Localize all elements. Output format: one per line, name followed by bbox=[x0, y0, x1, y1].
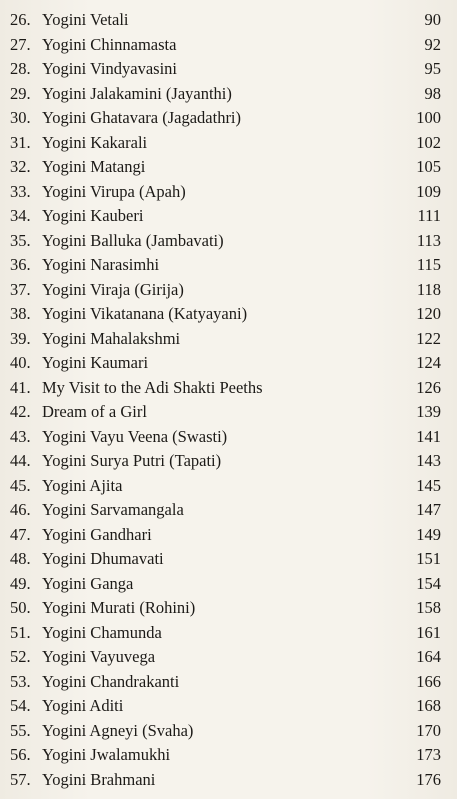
toc-entry bbox=[0, 766, 457, 792]
toc-entry-number: 50. bbox=[10, 598, 31, 617]
toc-entry-page: 126 bbox=[416, 378, 441, 397]
toc-entry-title: Yogini Matangi bbox=[42, 157, 146, 176]
toc-entry-number: 27. bbox=[10, 35, 31, 54]
toc-entry-number: 56. bbox=[10, 745, 31, 764]
toc-entry-number: 36. bbox=[10, 255, 31, 274]
toc-entry-page: 111 bbox=[417, 206, 441, 225]
toc-entry-number: 33. bbox=[10, 182, 31, 201]
toc-entry-number: 40. bbox=[10, 353, 31, 372]
toc-entry bbox=[0, 398, 457, 424]
toc-entry-number: 43. bbox=[10, 427, 31, 446]
toc-entry-title: Yogini Sarvamangala bbox=[42, 500, 184, 519]
toc-entry-title: Yogini Chinnamasta bbox=[42, 35, 177, 54]
toc-entry-title: Yogini Ghatavara (Jagadathri) bbox=[42, 108, 242, 127]
toc-entry-number: 45. bbox=[10, 476, 31, 495]
toc-entry-number: 30. bbox=[10, 108, 31, 127]
toc-entry-page: 90 bbox=[424, 10, 441, 29]
toc-entry bbox=[0, 325, 457, 351]
toc-entry-number: 51. bbox=[10, 623, 31, 642]
toc-entry-page: 176 bbox=[416, 770, 441, 789]
toc-entry-title: Yogini Chandrakanti bbox=[42, 672, 180, 691]
toc-entry bbox=[0, 178, 457, 204]
toc-entry-page: 166 bbox=[416, 672, 441, 691]
toc-entry bbox=[0, 521, 457, 547]
toc-entry bbox=[0, 496, 457, 522]
toc-entry-number: 57. bbox=[10, 770, 31, 789]
toc-entry bbox=[0, 6, 457, 32]
toc-entry-number: 37. bbox=[10, 280, 31, 299]
toc-entry-page: 100 bbox=[416, 108, 441, 127]
toc-entry-title: Yogini Vetali bbox=[42, 10, 129, 29]
toc-entry-page: 158 bbox=[416, 598, 441, 617]
toc-entry-number: 53. bbox=[10, 672, 31, 691]
toc-entry-page: 105 bbox=[416, 157, 441, 176]
toc-entry-number: 41. bbox=[10, 378, 31, 397]
toc-entry-page: 139 bbox=[416, 402, 441, 421]
toc-entry bbox=[0, 374, 457, 400]
toc-entry-title: Yogini Brahmani bbox=[42, 770, 156, 789]
toc-entry-page: 147 bbox=[416, 500, 441, 519]
toc-entry-page: 161 bbox=[416, 623, 441, 642]
toc-entry-page: 151 bbox=[416, 549, 441, 568]
toc-entry-title: Yogini Kauberi bbox=[42, 206, 144, 225]
toc-entry-title: Yogini Gandhari bbox=[42, 525, 152, 544]
toc-entry bbox=[0, 545, 457, 571]
toc-entry-title: Yogini Vikatanana (Katyayani) bbox=[42, 304, 248, 323]
toc-entry bbox=[0, 692, 457, 718]
toc-entry-number: 31. bbox=[10, 133, 31, 152]
toc-entry bbox=[0, 129, 457, 155]
toc-entry-number: 39. bbox=[10, 329, 31, 348]
toc-entry-title: Yogini Dhumavati bbox=[42, 549, 164, 568]
toc-entry-number: 32. bbox=[10, 157, 31, 176]
toc-entry-title: Yogini Chamunda bbox=[42, 623, 162, 642]
toc-entry bbox=[0, 300, 457, 326]
toc-entry bbox=[0, 741, 457, 767]
toc-entry-title: Yogini Balluka (Jambavati) bbox=[42, 231, 224, 250]
toc-entry-title: Yogini Virupa (Apah) bbox=[42, 182, 186, 201]
toc-entry-number: 52. bbox=[10, 647, 31, 666]
toc-entry-page: 173 bbox=[416, 745, 441, 764]
toc-entry-page: 168 bbox=[416, 696, 441, 715]
toc-entry bbox=[0, 153, 457, 179]
toc-entry bbox=[0, 643, 457, 669]
toc-entry-page: 118 bbox=[416, 280, 441, 299]
toc-entry-title: Yogini Ajita bbox=[42, 476, 123, 495]
toc-entry bbox=[0, 447, 457, 473]
toc-entry-page: 102 bbox=[416, 133, 441, 152]
toc-entry-page: 115 bbox=[416, 255, 441, 274]
toc-entry-number: 48. bbox=[10, 549, 31, 568]
toc-entry-number: 46. bbox=[10, 500, 31, 519]
toc-entry-title: Yogini Ganga bbox=[42, 574, 134, 593]
toc-entry bbox=[0, 717, 457, 743]
toc-entry-number: 42. bbox=[10, 402, 31, 421]
toc-entry bbox=[0, 227, 457, 253]
toc-entry-page: 170 bbox=[416, 721, 441, 740]
toc-entry-number: 35. bbox=[10, 231, 31, 250]
toc-entry-page: 120 bbox=[416, 304, 441, 323]
toc-entry bbox=[0, 619, 457, 645]
toc-entry-title: Yogini Jwalamukhi bbox=[42, 745, 171, 764]
toc-entry bbox=[0, 349, 457, 375]
toc-entry bbox=[0, 594, 457, 620]
toc-entry-title: Yogini Agneyi (Svaha) bbox=[42, 721, 194, 740]
toc-entry bbox=[0, 55, 457, 81]
toc-entry-title: Dream of a Girl bbox=[42, 402, 147, 421]
toc-entry-number: 26. bbox=[10, 10, 31, 29]
toc-entry bbox=[0, 251, 457, 277]
toc-entry-number: 29. bbox=[10, 84, 31, 103]
toc-entry-page: 154 bbox=[416, 574, 441, 593]
toc-entry-page: 92 bbox=[424, 35, 441, 54]
toc-entry-page: 149 bbox=[416, 525, 441, 544]
toc-entry bbox=[0, 570, 457, 596]
toc-entry-title: Yogini Kaumari bbox=[42, 353, 149, 372]
toc-entry-page: 143 bbox=[416, 451, 441, 470]
toc-entry-title: Yogini Narasimhi bbox=[42, 255, 160, 274]
toc-entry bbox=[0, 80, 457, 106]
toc-entry bbox=[0, 104, 457, 130]
toc-entry bbox=[0, 423, 457, 449]
toc-entry-title: Yogini Kakarali bbox=[42, 133, 148, 152]
toc-entry-title: Yogini Surya Putri (Tapati) bbox=[42, 451, 222, 470]
toc-entry-number: 49. bbox=[10, 574, 31, 593]
toc-entry-page: 124 bbox=[416, 353, 441, 372]
toc-entry-title: My Visit to the Adi Shakti Peeths bbox=[42, 378, 263, 397]
toc-entry-number: 54. bbox=[10, 696, 31, 715]
toc-entry-number: 44. bbox=[10, 451, 31, 470]
toc-entry-number: 34. bbox=[10, 206, 31, 225]
toc-entry bbox=[0, 472, 457, 498]
toc-entry-page: 122 bbox=[416, 329, 441, 348]
toc-entry-page: 95 bbox=[424, 59, 441, 78]
toc-entry-title: Yogini Mahalakshmi bbox=[42, 329, 181, 348]
toc-entry-title: Yogini Vayuvega bbox=[42, 647, 156, 666]
toc-entry-title: Yogini Jalakamini (Jayanthi) bbox=[42, 84, 232, 103]
toc-entry-title: Yogini Vindyavasini bbox=[42, 59, 178, 78]
toc-entry bbox=[0, 31, 457, 57]
toc-entry-page: 109 bbox=[416, 182, 441, 201]
toc-entry-number: 47. bbox=[10, 525, 31, 544]
toc-entry bbox=[0, 276, 457, 302]
toc-entry-title: Yogini Murati (Rohini) bbox=[42, 598, 196, 617]
toc-entry-page: 98 bbox=[424, 84, 441, 103]
toc-entry-number: 38. bbox=[10, 304, 31, 323]
toc-entry-title: Yogini Aditi bbox=[42, 696, 124, 715]
toc-entry-number: 28. bbox=[10, 59, 31, 78]
toc-entry-number: 55. bbox=[10, 721, 31, 740]
toc-entry-page: 141 bbox=[416, 427, 441, 446]
toc-entry-page: 145 bbox=[416, 476, 441, 495]
toc-entry bbox=[0, 202, 457, 228]
toc-entry-page: 164 bbox=[416, 647, 441, 666]
toc-entry-title: Yogini Viraja (Girija) bbox=[42, 280, 184, 299]
toc-entry-title: Yogini Vayu Veena (Swasti) bbox=[42, 427, 228, 446]
toc-entry bbox=[0, 668, 457, 694]
toc-entry-page: 113 bbox=[416, 231, 441, 250]
